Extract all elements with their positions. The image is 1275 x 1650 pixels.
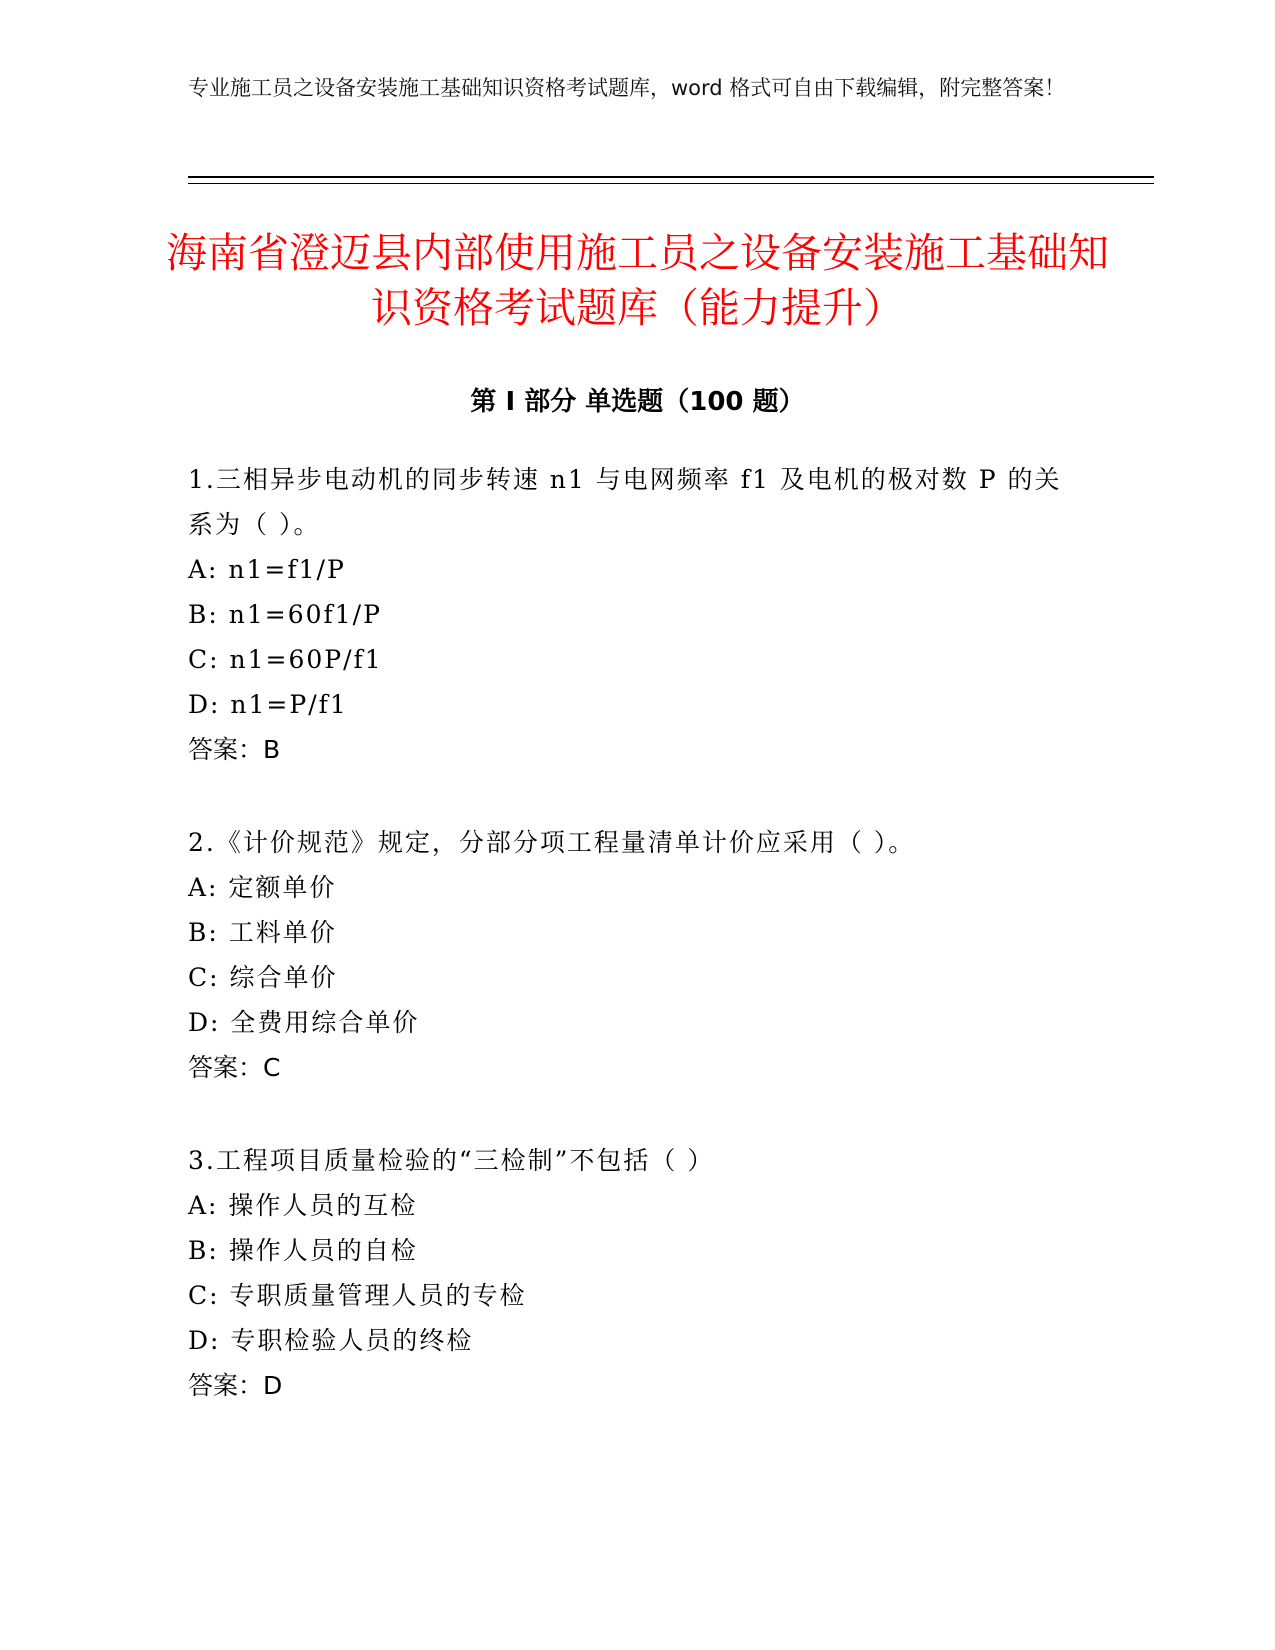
question-3 [188,1138,1078,1408]
option-d: D: 全费用综合单价 [188,1008,420,1037]
question-stem: 2.《计价规范》规定，分部分项工程量清单计价应采用（ ）。 [188,828,916,857]
option-b: B: 工料单价 [188,918,337,947]
answer: 答案：C [188,1053,281,1082]
header-rule-thin [188,183,1154,184]
question-2 [188,820,1078,1090]
option-c: C: n1=60P/f1 [188,645,383,674]
answer: 答案：D [188,1371,283,1400]
header-note: 专业施工员之设备安装施工基础知识资格考试题库，word 格式可自由下载编辑，附完整答案！ [188,76,1066,100]
option-b: B: n1=60f1/P [188,600,382,629]
option-a: A: 定额单价 [188,873,337,902]
option-d: D: 专职检验人员的终检 [188,1326,474,1355]
option-b: B: 操作人员的自检 [188,1236,418,1265]
option-c: C: 综合单价 [188,963,338,992]
option-a: A: 操作人员的互检 [188,1191,418,1220]
answer: 答案：B [188,735,281,764]
question-1 [188,457,1078,772]
section-title: 第 I 部分 单选题（100 题） [470,387,805,417]
question-stem: 3.工程项目质量检验的“三检制”不包括（ ） [188,1146,715,1175]
option-c: C: 专职质量管理人员的专检 [188,1281,527,1310]
option-d: D: n1=P/f1 [188,690,348,719]
document-title: 海南省澄迈县内部使用施工员之设备安装施工基础知识资格考试题库（能力提升） [166,229,1109,332]
question-stem: 1.三相异步电动机的同步转速 n1 与电网频率 f1 及电机的极对数 P 的关系为（ ）。 [188,465,1062,539]
option-a: A: n1=f1/P [188,555,346,584]
header-rule-thick [188,176,1154,178]
